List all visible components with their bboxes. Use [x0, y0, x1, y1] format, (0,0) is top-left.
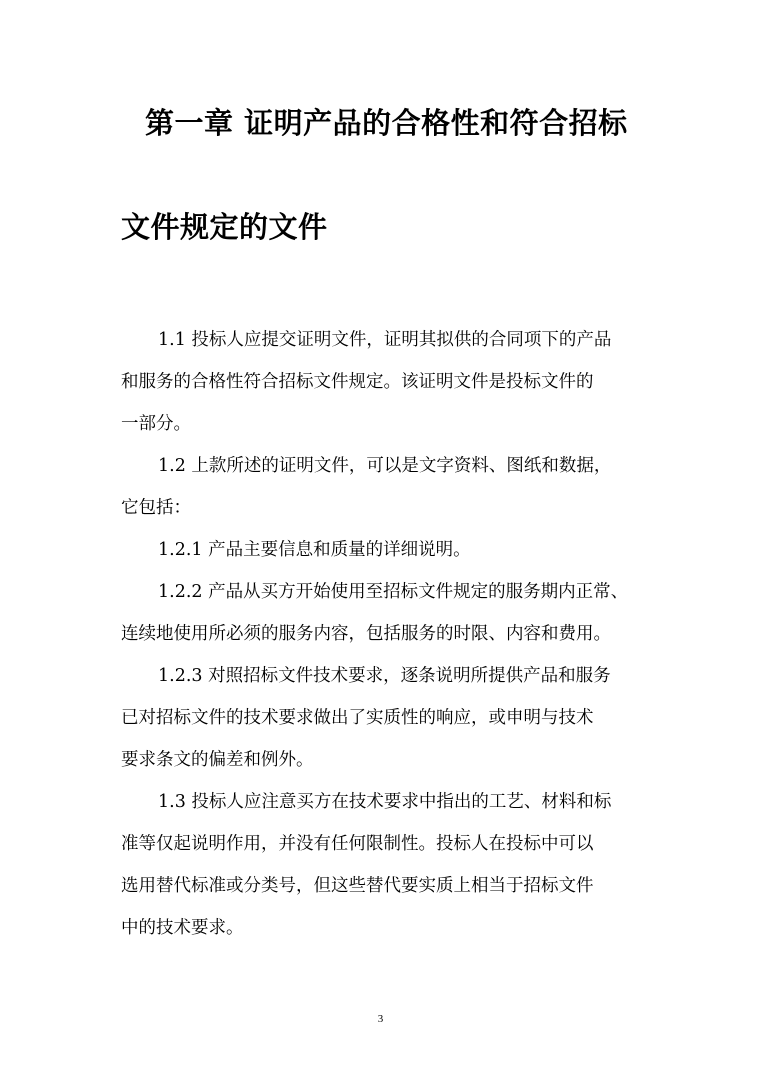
text-line: 1.2.3 对照招标文件技术要求，逐条说明所提供产品和服务	[158, 666, 611, 686]
chapter-title-line-2: 文件规定的文件	[121, 210, 328, 244]
text-line: 1.2.1 产品主要信息和质量的详细说明。	[158, 540, 471, 560]
text-line: 准等仅起说明作用，并没有任何限制性。投标人在投标中可以	[121, 834, 594, 854]
page-number: 3	[377, 1013, 384, 1025]
text-line: 1.2 上款所述的证明文件，可以是文字资料、图纸和数据，	[158, 456, 612, 476]
text-line: 1.2.2 产品从买方开始使用至招标文件规定的服务期内正常、	[158, 582, 629, 602]
text-line: 它包括：	[121, 498, 191, 518]
text-line: 1.3 投标人应注意买方在技术要求中指出的工艺、材料和标	[158, 792, 612, 812]
text-line: 选用替代标准或分类号，但这些替代要实质上相当于招标文件	[121, 876, 594, 896]
chapter-title-line-1: 第一章 证明产品的合格性和符合招标	[145, 106, 628, 140]
text-line: 中的技术要求。	[121, 918, 244, 938]
text-line: 已对招标文件的技术要求做出了实质性的响应，或申明与技术	[121, 708, 594, 728]
text-line: 一部分。	[121, 414, 191, 434]
text-line: 连续地使用所必须的服务内容，包括服务的时限、内容和费用。	[121, 624, 611, 644]
text-line: 和服务的合格性符合招标文件规定。该证明文件是投标文件的	[121, 372, 594, 392]
text-line: 1.1 投标人应提交证明文件，证明其拟供的合同项下的产品	[158, 330, 612, 350]
text-line: 要求条文的偏差和例外。	[121, 750, 314, 770]
